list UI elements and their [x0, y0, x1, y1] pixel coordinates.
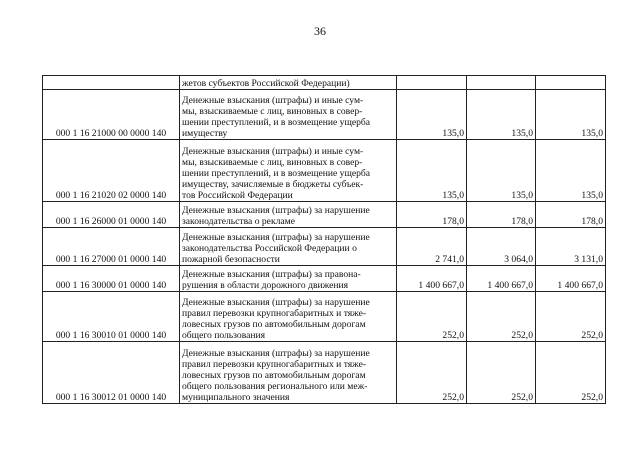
revenue-code-cell: 000 1 16 30000 01 0000 140 [43, 266, 180, 292]
amount-year-2-cell: 135,0 [467, 140, 536, 202]
amount-year-3-cell [536, 76, 606, 90]
amount-year-3-cell: 252,0 [536, 292, 606, 342]
amount-year-3-cell: 252,0 [536, 342, 606, 404]
revenue-code-cell: 000 1 16 21000 00 0000 140 [43, 90, 180, 140]
table-row [43, 292, 606, 342]
amount-year-1-cell [397, 76, 467, 90]
description-cell: Денежные взыскания (штрафы) за правона- рушения в области дорожного движения [180, 266, 397, 292]
amount-year-2-cell: 178,0 [467, 202, 536, 228]
amount-year-3-cell: 1 400 667,0 [536, 266, 606, 292]
amount-year-1-cell: 178,0 [397, 202, 467, 228]
description-cell: Денежные взыскания (штрафы) и иные сум- мы, взыскиваемые с лиц, виновных в совер- шении преступлений, и в возмещение ущерба имуществу, зачисляемые в бюджеты субъек- тов Российской Федерации [180, 140, 397, 202]
revenue-code-cell: 000 1 16 30010 01 0000 140 [43, 292, 180, 342]
amount-year-3-cell: 178,0 [536, 202, 606, 228]
amount-year-1-cell: 252,0 [397, 292, 467, 342]
table-row [43, 266, 606, 292]
amount-year-2-cell: 3 064,0 [467, 228, 536, 266]
table-row [43, 228, 606, 266]
table-row [43, 140, 606, 202]
amount-year-1-cell: 135,0 [397, 90, 467, 140]
revenue-code-cell: 000 1 16 21020 02 0000 140 [43, 140, 180, 202]
amount-year-2-cell [467, 76, 536, 90]
amount-year-2-cell: 252,0 [467, 292, 536, 342]
amount-year-2-cell: 252,0 [467, 342, 536, 404]
amount-year-1-cell: 1 400 667,0 [397, 266, 467, 292]
description-cell: жетов субъектов Российской Федерации) [180, 76, 397, 90]
amount-year-3-cell: 3 131,0 [536, 228, 606, 266]
table-row [43, 76, 606, 90]
revenue-code-cell: 000 1 16 26000 01 0000 140 [43, 202, 180, 228]
amount-year-1-cell: 252,0 [397, 342, 467, 404]
revenue-code-cell: 000 1 16 27000 01 0000 140 [43, 228, 180, 266]
revenue-code-cell [43, 76, 180, 90]
description-cell: Денежные взыскания (штрафы) за нарушение правил перевозки крупногабаритных и тяже- ловесных грузов по автомобильным дорогам общего пользования регионального или меж- муниципального значения [180, 342, 397, 404]
table-row [43, 90, 606, 140]
amount-year-2-cell: 1 400 667,0 [467, 266, 536, 292]
table-row [43, 202, 606, 228]
revenue-code-cell: 000 1 16 30012 01 0000 140 [43, 342, 180, 404]
description-cell: Денежные взыскания (штрафы) за нарушение правил перевозки крупногабаритных и тяже- ловесных грузов по автомобильным дорогам общего пользования [180, 292, 397, 342]
table-row [43, 342, 606, 404]
page-number: 36 [314, 24, 326, 38]
budget-table [42, 75, 606, 404]
description-cell: Денежные взыскания (штрафы) за нарушение законодательства Российской Федерации о пожарной безопасности [180, 228, 397, 266]
description-cell: Денежные взыскания (штрафы) и иные сум- мы, взыскиваемые с лиц, виновных в совер- шении преступлений, и в возмещение ущерба имуществу [180, 90, 397, 140]
amount-year-3-cell: 135,0 [536, 140, 606, 202]
amount-year-2-cell: 135,0 [467, 90, 536, 140]
description-cell: Денежные взыскания (штрафы) за нарушение законодательства о рекламе [180, 202, 397, 228]
amount-year-3-cell: 135,0 [536, 90, 606, 140]
amount-year-1-cell: 135,0 [397, 140, 467, 202]
amount-year-1-cell: 2 741,0 [397, 228, 467, 266]
